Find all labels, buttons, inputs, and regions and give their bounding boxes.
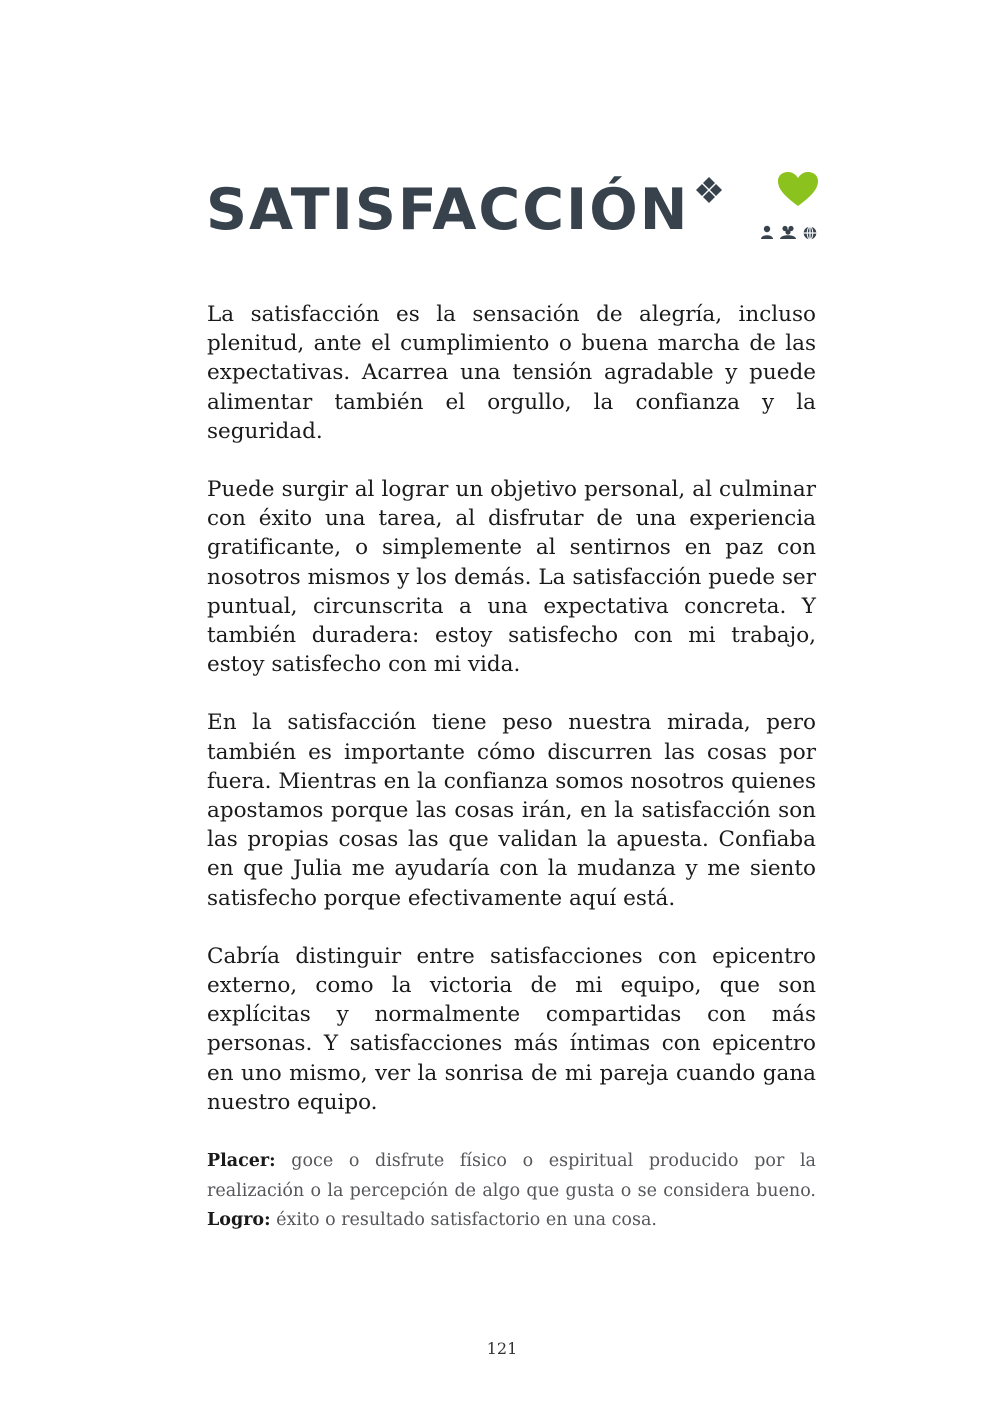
paragraph: Cabría distinguir entre satisfacciones con epicentro externo, como la victoria de mi equipo, que son explícitas y normalmente compartidas con más personas. Y satisfacciones más íntimas con epicentro en uno mismo, ver la sonrisa de mi pareja cuando gana nuestro equipo. bbox=[207, 943, 816, 1115]
definitions-footnote bbox=[207, 1147, 816, 1236]
heart-icon bbox=[778, 172, 818, 208]
globe-icon bbox=[804, 227, 817, 240]
definition-text: éxito o resultado satisfactorio en una cosa. bbox=[270, 1210, 657, 1230]
person-icon bbox=[761, 226, 773, 239]
group-icon bbox=[780, 226, 796, 239]
paragraph: Puede surgir al lograr un objetivo personal, al culminar con éxito una tarea, al disfrutar de una experiencia gratificante, o simplemente al sentirnos en paz con nosotros mismos y los demás. La satisfacción puede ser puntual, circunscrita a una expectativa concreta. Y también duradera: estoy satisfecho con mi trabajo, estoy satisfecho con mi vida. bbox=[207, 477, 816, 678]
page-number: 121 bbox=[486, 1339, 518, 1358]
definition-term: Logro: bbox=[207, 1210, 271, 1230]
emotion-icons bbox=[758, 172, 818, 238]
page-title: SATISFACCIÓN bbox=[206, 177, 690, 243]
paragraph: La satisfacción es la sensación de alegría, incluso plenitud, ante el cumplimiento o buena marcha de las expectativas. Acarrea una tensión agradable y puede alimentar también el orgullo, la confianza y la seguridad. bbox=[207, 302, 816, 444]
definition-text: goce o disfrute físico o espiritual producido por la realización o la percepción de algo que gusta o se considera bueno. bbox=[207, 1151, 816, 1201]
page-header bbox=[206, 168, 818, 248]
people-icons bbox=[760, 224, 818, 240]
paragraph: En la satisfacción tiene peso nuestra mirada, pero también es importante cómo discurren las cosas por fuera. Mientras en la confianza somos nosotros quienes apostamos porque las cosas irán, en la satisfacción son las propias cosas las que validan la apuesta. Confiaba en que Julia me ayudaría con la mudanza y me siento satisfecho porque efectivamente aquí está. bbox=[207, 710, 816, 911]
four-diamond-icon bbox=[694, 176, 724, 206]
definition-term: Placer: bbox=[207, 1151, 276, 1171]
body-text bbox=[207, 300, 816, 1146]
